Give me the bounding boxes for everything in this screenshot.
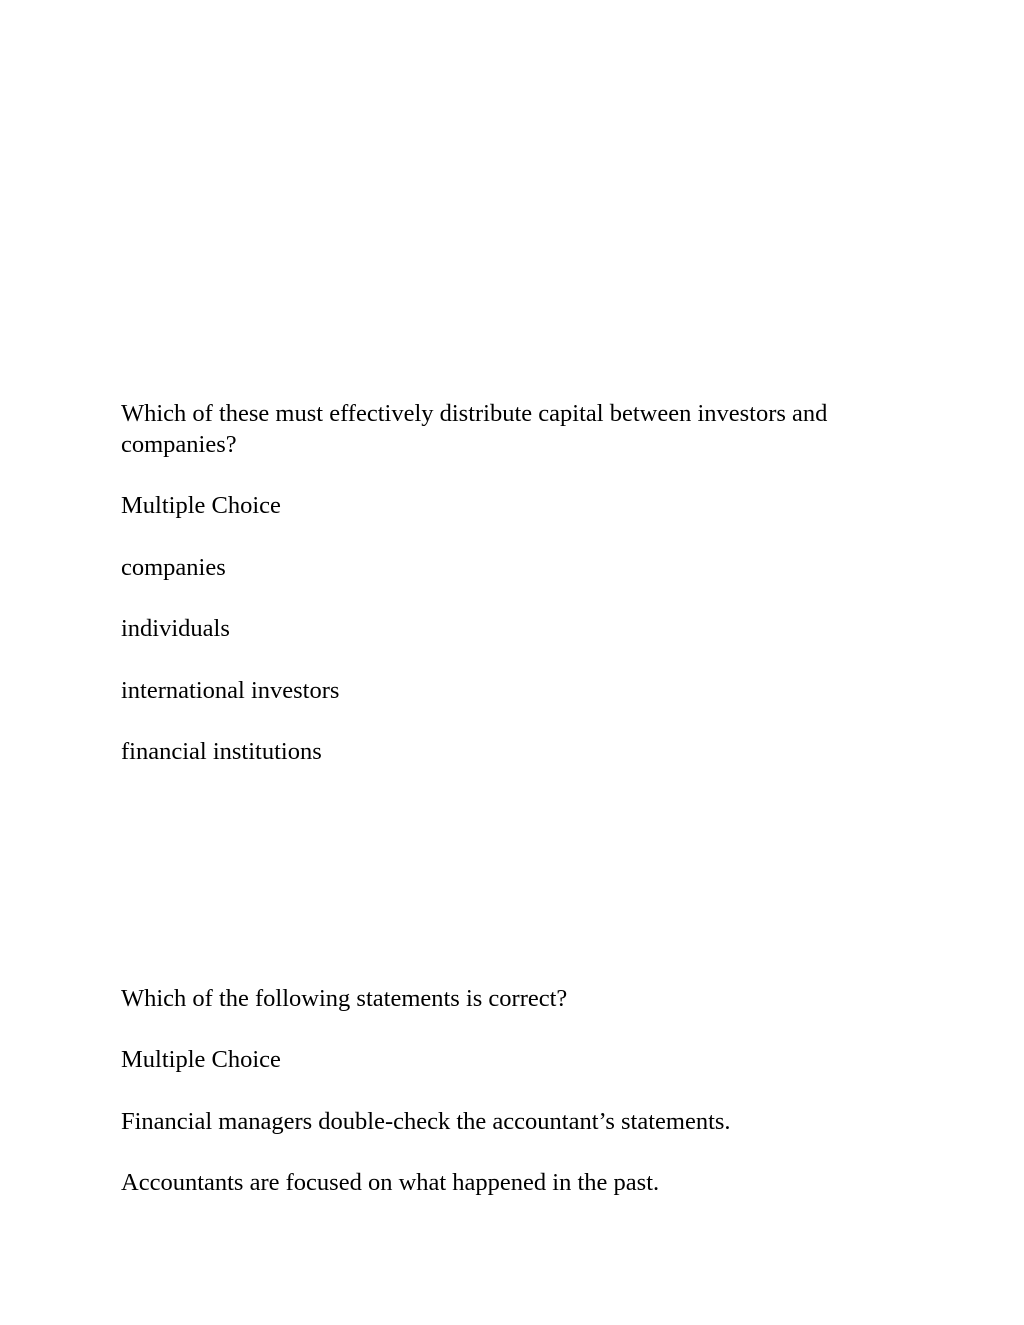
question-text: Which of the following statements is correct? bbox=[121, 985, 568, 1012]
question-type-label: Multiple Choice bbox=[121, 492, 281, 519]
answer-option: individuals bbox=[121, 615, 230, 642]
answer-option: financial institutions bbox=[121, 738, 322, 765]
question-text: Which of these must effectively distribute capital between investors and companies? bbox=[121, 400, 828, 458]
answer-option: Accountants are focused on what happened in the past. bbox=[121, 1169, 660, 1196]
question-type-label: Multiple Choice bbox=[121, 1046, 281, 1073]
answer-option: companies bbox=[121, 554, 226, 581]
answer-option: international investors bbox=[121, 677, 340, 704]
answer-option: Financial managers double-check the accountant’s statements. bbox=[121, 1108, 731, 1135]
